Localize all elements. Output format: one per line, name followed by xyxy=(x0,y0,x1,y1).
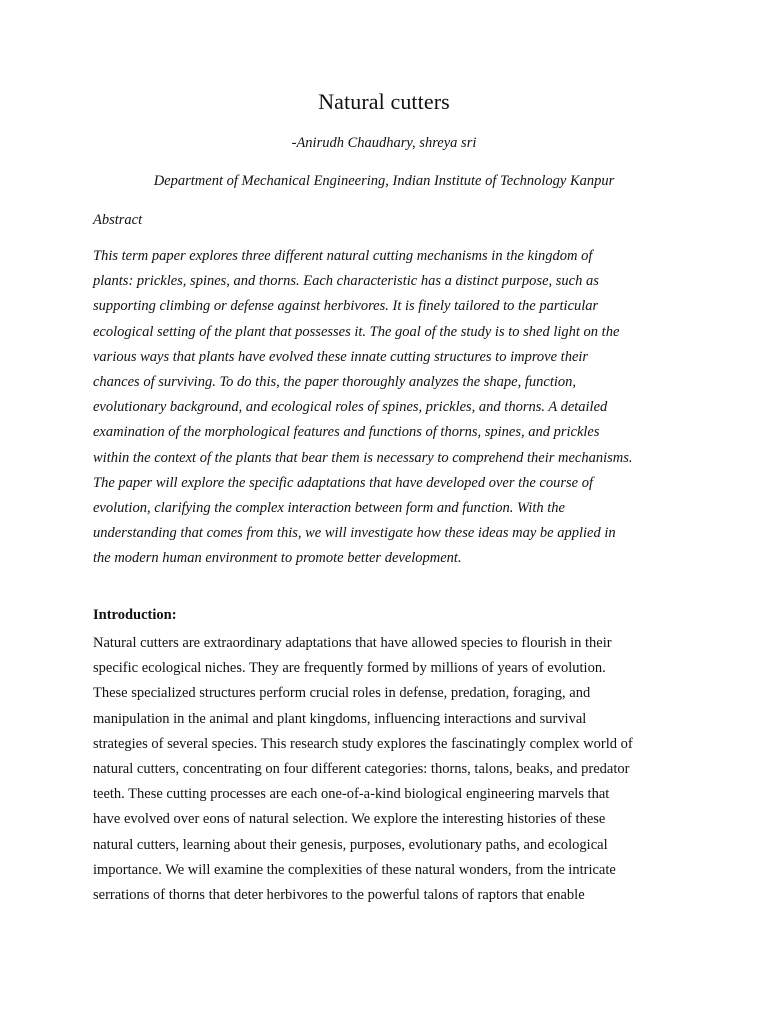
paper-affiliation: Department of Mechanical Engineering, Indian Institute of Technology Kanpur xyxy=(153,173,615,189)
introduction-line: natural cutters, learning about their genesis, purposes, evolutionary paths, and ecological xyxy=(93,836,608,853)
abstract-line: ecological setting of the plant that possesses it. The goal of the study is to shed light on the xyxy=(93,323,620,340)
introduction-line: manipulation in the animal and plant kingdoms, influencing interactions and survival xyxy=(93,710,587,727)
abstract-line: chances of surviving. To do this, the paper thoroughly analyzes the shape, function, xyxy=(93,373,577,390)
introduction-line: strategies of several species. This research study explores the fascinatingly complex world of xyxy=(93,735,633,752)
introduction-line: natural cutters, concentrating on four different categories: thorns, talons, beaks, and predator xyxy=(93,760,630,777)
introduction-line: Natural cutters are extraordinary adaptations that have allowed species to flourish in their xyxy=(93,635,612,651)
paper-title: Natural cutters xyxy=(318,89,450,114)
abstract-heading: Abstract xyxy=(93,212,143,228)
introduction-line: importance. We will examine the complexities of these natural wonders, from the intricate xyxy=(93,861,616,878)
abstract-body xyxy=(93,246,683,573)
introduction-line: have evolved over eons of natural selection. We explore the interesting histories of these xyxy=(93,811,606,828)
abstract-line: understanding that comes from this, we will investigate how these ideas may be applied in xyxy=(93,525,616,542)
abstract-line: evolution, clarifying the complex interaction between form and function. With the xyxy=(93,499,565,516)
paper-authors: -Anirudh Chaudhary, shreya sri xyxy=(291,135,477,151)
introduction-heading: Introduction: xyxy=(93,607,177,623)
abstract-line: various ways that plants have evolved these innate cutting structures to improve their xyxy=(93,348,589,365)
introduction-line: These specialized structures perform crucial roles in defense, predation, foraging, and xyxy=(93,685,591,702)
abstract-line: This term paper explores three different natural cutting mechanisms in the kingdom of xyxy=(93,248,593,264)
introduction-body xyxy=(93,633,683,910)
introduction-line: specific ecological niches. They are frequently formed by millions of years of evolution. xyxy=(93,660,606,677)
introduction-line: serrations of thorns that deter herbivores to the powerful talons of raptors that enable xyxy=(93,886,585,903)
abstract-line: within the context of the plants that bear them is necessary to comprehend their mechanisms. xyxy=(93,449,633,466)
abstract-line: the modern human environment to promote better development. xyxy=(93,550,462,567)
abstract-line: examination of the morphological features and functions of thorns, spines, and prickles xyxy=(93,424,600,441)
abstract-line: supporting climbing or defense against herbivores. It is finely tailored to the particular xyxy=(93,298,599,315)
abstract-line: The paper will explore the specific adaptations that have developed over the course of xyxy=(93,474,593,491)
introduction-line: teeth. These cutting processes are each one-of-a-kind biological engineering marvels that xyxy=(93,786,610,803)
abstract-line: evolutionary background, and ecological roles of spines, prickles, and thorns. A detailed xyxy=(93,399,608,416)
abstract-line: plants: prickles, spines, and thorns. Each characteristic has a distinct purpose, such as xyxy=(93,273,599,290)
